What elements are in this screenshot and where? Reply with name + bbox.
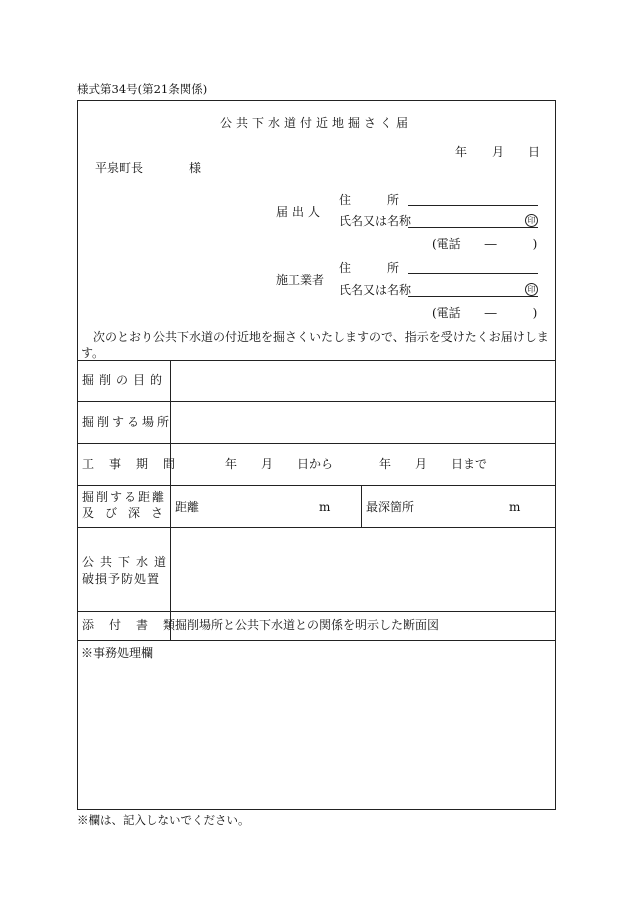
contractor-phone: (電話 ― ) — [432, 306, 538, 320]
prevention-label-line1: 公共下水道 — [82, 555, 173, 569]
addressee-honorific: 様 — [189, 161, 202, 175]
depth-unit: m — [509, 500, 521, 514]
applicant-phone: (電話 ― ) — [432, 237, 538, 251]
applicant-address-line — [408, 205, 538, 206]
contractor-address-label: 住 所 — [339, 261, 400, 275]
row-divider — [77, 640, 556, 641]
column-divider — [170, 360, 171, 640]
row-divider — [77, 611, 556, 612]
contractor-name-line — [408, 296, 538, 297]
row-divider — [77, 527, 556, 528]
footnote: ※欄は、記入しないでください。 — [77, 813, 250, 827]
contractor-label: 施工業者 — [276, 273, 325, 287]
statement-text: 次のとおり公共下水道の付近地を掘さくいたしますので、指示を受けたくお届けします。 — [81, 330, 549, 360]
period-from: 年 月 日から — [225, 457, 334, 471]
period-label: 工事期間 — [82, 457, 191, 471]
applicant-address-label: 住 所 — [339, 193, 400, 207]
place-label: 掘削する場所 — [82, 415, 173, 429]
column-divider — [361, 485, 362, 527]
distance-unit: m — [319, 500, 331, 514]
form-number: 様式第34号(第21条関係) — [77, 82, 208, 96]
distance-label-line2: 及び深さ — [82, 506, 175, 520]
applicant-name-label: 氏名又は名称 — [339, 214, 412, 228]
date-year: 年 — [455, 145, 468, 159]
prevention-label-line2: 破損予防処置 — [82, 572, 161, 586]
form-title: 公共下水道付近地掘さく届 — [220, 116, 413, 130]
contractor-name-label: 氏名又は名称 — [339, 283, 412, 297]
depth-sub-label: 最深箇所 — [366, 500, 415, 514]
contractor-seal-icon: 印 — [525, 283, 538, 296]
distance-sub-label: 距離 — [175, 500, 200, 514]
applicant-seal-icon: 印 — [525, 214, 538, 227]
office-use-label: ※事務処理欄 — [81, 646, 154, 660]
applicant-label: 届出人 — [276, 205, 325, 219]
row-divider — [77, 401, 556, 402]
purpose-label: 掘削の目的 — [82, 373, 168, 387]
applicant-name-line — [408, 227, 538, 228]
distance-label-line1: 掘削する距離 — [82, 490, 167, 504]
attach-label: 添付書類 — [82, 618, 191, 632]
addressee-name: 平泉町長 — [95, 161, 144, 175]
date-day: 日 — [528, 145, 541, 159]
date-month: 月 — [492, 145, 505, 159]
period-to: 年 月 日まで — [379, 457, 488, 471]
row-divider — [77, 443, 556, 444]
contractor-address-line — [408, 273, 538, 274]
row-divider — [77, 360, 556, 361]
attach-value: 掘削場所と公共下水道との関係を明示した断面図 — [175, 618, 440, 632]
row-divider — [77, 485, 556, 486]
